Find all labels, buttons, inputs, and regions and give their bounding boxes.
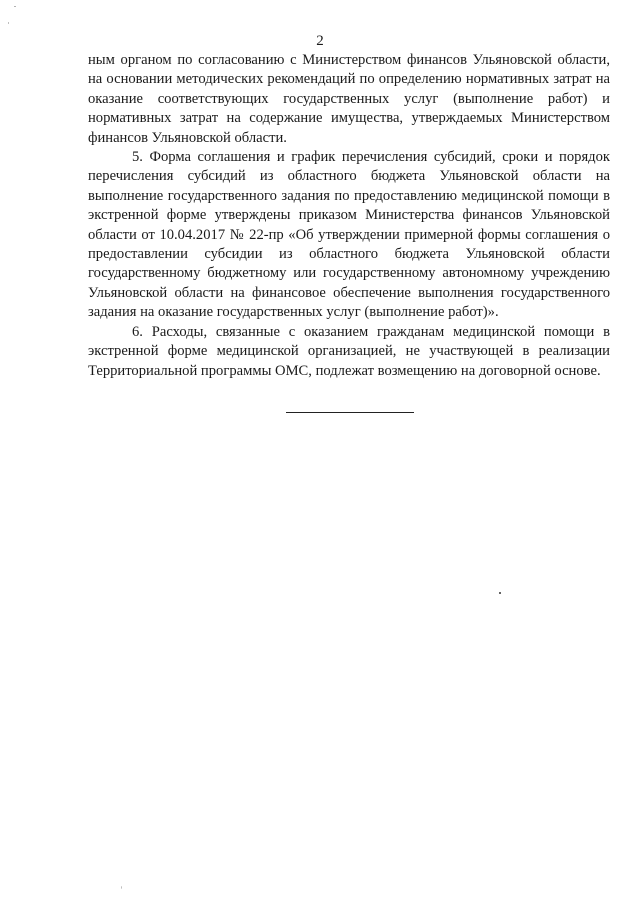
page-number: 2 (316, 33, 324, 49)
scan-speck (8, 22, 9, 24)
scan-speck (499, 592, 501, 594)
paragraph-item-6: 6. Расходы, связанные с оказанием гражданам медицинской помощи в экстренной форме медицинской организацией, не участвующей в реализации Территориальной программы ОМС, подлежат возмещению на договорной основе. (88, 323, 610, 379)
paragraph-continuation: ным органом по согласованию с Министерством финансов Ульяновской области, на основании методических рекомендаций по определению нормативных затрат на оказание соответствующих государственных услуг (выполнение работ) и нормативных затрат на содержание имущества, утверждаемых Министерством финансов Ульяновской области. (88, 52, 610, 146)
end-of-document-divider (286, 412, 414, 413)
document-body (88, 51, 610, 381)
scan-speck (14, 6, 16, 7)
paragraph-item-5: 5. Форма соглашения и график перечисления субсидий, сроки и порядок перечисления субсидий из областного бюджета Ульяновской области на выполнение государственного задания по предоставлению медицинской помощи в экстренной форме утверждены приказом Министерства финансов Ульяновской области от 10.04.2017 № 22-пр «Об утверждении примерной формы соглашения о предоставлении субсидии из областного бюджета Ульяновской области государственному бюджетному или государственному автономному учреждению Ульяновской области на финансовое обеспечение выполнения государственного задания на оказание государственных услуг (выполнение работ)». (88, 149, 610, 321)
scan-speck (121, 886, 122, 889)
